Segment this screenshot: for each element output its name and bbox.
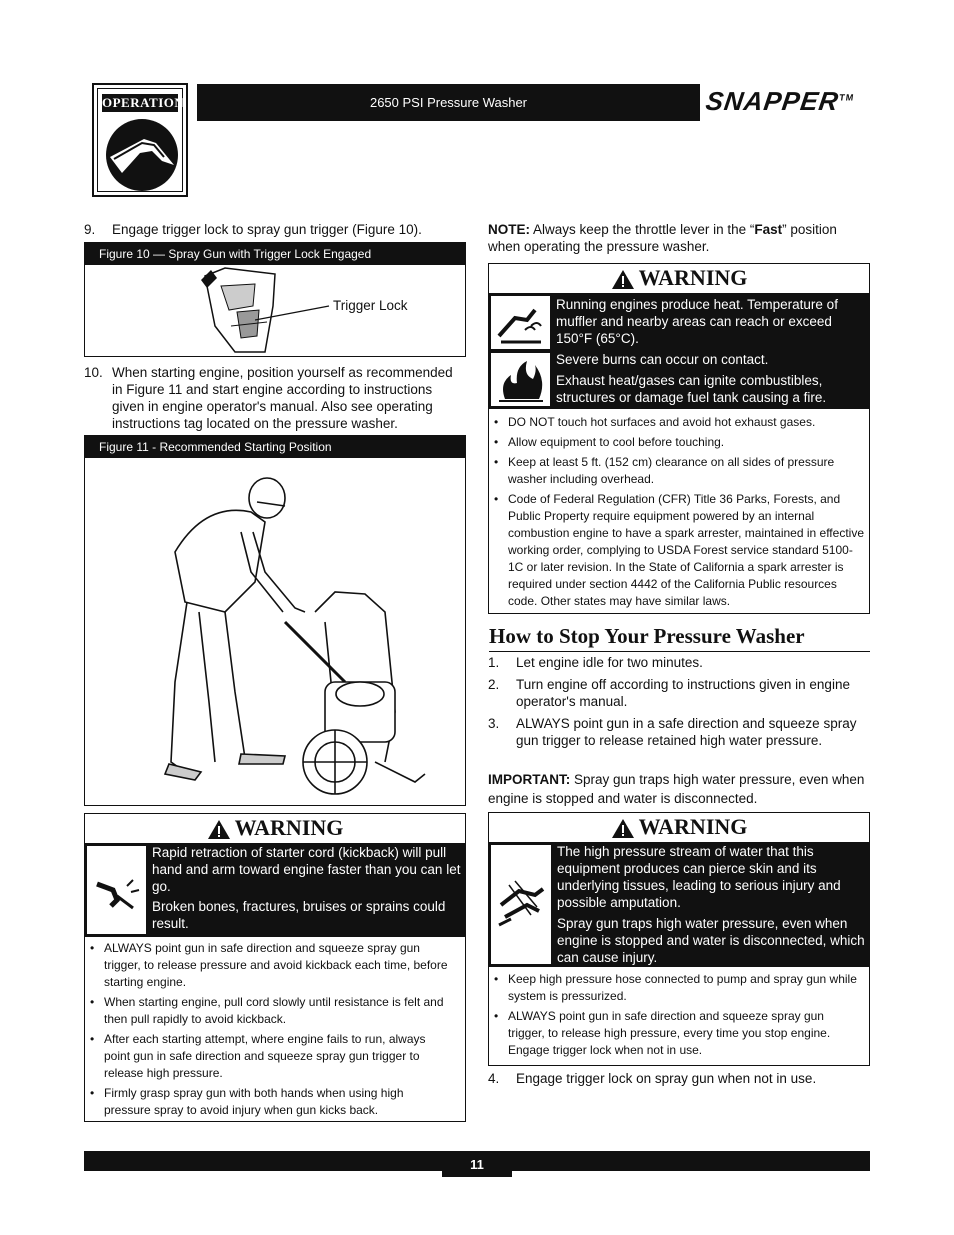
step-text: Turn engine off according to instructions given in engine operator's manual.: [516, 677, 850, 709]
kickback-warning-box: [84, 813, 466, 1122]
step-text: ALWAYS point gun in a safe direction and squeeze spray gun trigger to release retained high water pressure.: [516, 716, 857, 748]
page-number: 11: [442, 1152, 512, 1177]
warning-heading: [85, 814, 465, 842]
important-text: Spray gun traps high water pressure, even when engine is stopped and water is disconnected.: [488, 772, 865, 806]
step-9: [84, 221, 466, 238]
high-pressure-warning-box: [488, 812, 870, 1066]
injection-hazard-icon: [490, 844, 552, 965]
figure-10-caption: Figure 10 — Spray Gun with Trigger Lock Engaged: [85, 243, 465, 265]
kickback-hazard-icon: [86, 845, 147, 935]
warning-heading-text: WARNING: [234, 815, 344, 840]
warning-panel-line: Spray gun traps high water pressure, even when engine is stopped and water is disconnected, which can cause injury.: [557, 916, 865, 965]
list-item: [488, 676, 870, 710]
document-title: 2650 PSI Pressure Washer: [369, 95, 528, 110]
step-text: Engage trigger lock on spray gun when not in use.: [516, 1071, 817, 1086]
stop-steps-list: [488, 654, 870, 754]
list-item: • Firmly grasp spray gun with both hands when using high pressure spray to avoid injury when gun kicks back.: [87, 1085, 453, 1119]
list-item: • Keep at least 5 ft. (152 cm) clearance on all sides of pressure washer including overhead.: [491, 454, 865, 488]
list-item: [488, 1070, 870, 1087]
warning-triangle-icon: [611, 818, 635, 839]
list-item: • When starting engine, pull cord slowly until resistance is felt and then pull rapidly to avoid kickback.: [87, 994, 453, 1028]
list-item: [488, 715, 870, 749]
note-label: NOTE:: [488, 222, 530, 237]
important-paragraph: [488, 770, 870, 808]
warning-triangle-icon: [207, 819, 231, 840]
list-item: [488, 654, 870, 671]
warning-heading: [489, 264, 869, 292]
warning-heading-text: WARNING: [638, 814, 748, 839]
hot-surface-icon: [490, 295, 551, 350]
trademark-mark: TM: [838, 92, 855, 103]
list-item: • ALWAYS point gun in safe direction and squeeze spray gun trigger, to release pressure and avoid kickback each time, before starting engine.: [87, 940, 453, 991]
list-item: • Keep high pressure hose connected to pump and spray gun while system is pressurized.: [491, 971, 857, 1005]
warning-panel-line: Severe burns can occur on contact.: [556, 352, 769, 367]
note-paragraph: [488, 221, 870, 255]
note-text-end: ” position when operating the pressure washer.: [488, 222, 837, 254]
fire-hazard-icon: [490, 352, 551, 407]
operation-badge: [92, 83, 188, 197]
list-item: • ALWAYS point gun in safe direction and squeeze spray gun trigger, to release high pressure, every time you stop engine. Engage trigger lock when not in use.: [491, 1008, 857, 1059]
list-item: • Code of Federal Regulation (CFR) Title 36 Parks, Forests, and Public Property require equipment powered by an internal combustion engine to have a spark arrester, maintained in effective working order, complying to USDA Forest service standard 5100-1C or later revision. In the State of California a spark arrester is required under section 4442 of the California Public resources code. Other states may have similar laws.: [491, 491, 865, 610]
brand-name: SNAPPER: [703, 86, 841, 116]
step-text: When starting engine, position yourself as recommended in Figure 11 and start engine according to instructions given in engine operator's manual. Also see operating instructions tag located on the pressure washer.: [112, 365, 453, 431]
figure-11-caption: Figure 11 - Recommended Starting Position: [85, 436, 465, 458]
warning-panel-line: Exhaust heat/gases can ignite combustibles, structures or damage fuel tank causing a fire.: [556, 373, 827, 405]
warning-panel-line: Running engines produce heat. Temperature of muffler and nearby areas can reach or exceed 150°F (65°C).: [556, 297, 838, 346]
warning-panel-line: Broken bones, fractures, bruises or sprains could result.: [152, 899, 446, 931]
warning-panel-line: The high pressure stream of water that this equipment produces can pierce skin and its underlying tissues, leading to serious injury and possible amputation.: [557, 844, 841, 910]
warning-panel-text: [152, 844, 462, 932]
brand-logo: [704, 86, 856, 117]
warning-bullets: [491, 971, 857, 1062]
step-text: Let engine idle for two minutes.: [516, 655, 703, 670]
warning-bullets: [87, 940, 453, 1122]
step-10: [84, 364, 466, 432]
list-item: • DO NOT touch hot surfaces and avoid hot exhaust gases.: [491, 414, 865, 431]
list-item: • Allow equipment to cool before touching.: [491, 434, 865, 451]
header-title-bar: [197, 84, 700, 121]
note-bold-word: Fast: [754, 222, 783, 237]
section-heading: How to Stop Your Pressure Washer: [489, 624, 870, 652]
step-4: [488, 1070, 870, 1092]
trigger-lock-leader-line: [255, 298, 335, 328]
step-number: 10.: [84, 365, 103, 380]
warning-panel-text: [556, 296, 866, 406]
warning-panel-text: [557, 843, 865, 966]
warning-heading: [489, 813, 869, 841]
figure-11: [84, 435, 466, 806]
step-number: 9.: [84, 222, 96, 237]
list-item: • After each starting attempt, where engine fails to run, always point gun in safe direction and squeeze spray gun trigger to release high pressure.: [87, 1031, 453, 1082]
note-text: Always keep the throttle lever in the “: [533, 222, 755, 237]
starting-position-illustration: [135, 462, 435, 802]
trigger-lock-callout: Trigger Lock: [333, 298, 408, 313]
warning-heading-text: WARNING: [638, 265, 748, 290]
warning-triangle-icon: [611, 269, 635, 290]
step-number: 1.: [488, 655, 500, 670]
step-number: 3.: [488, 716, 500, 731]
warning-bullets: [491, 414, 865, 613]
step-number: 2.: [488, 677, 500, 692]
operation-hand-icon: [100, 113, 184, 193]
warning-panel-line: Rapid retraction of starter cord (kickback) will pull hand and arm toward engine faster than you can let go.: [152, 845, 461, 894]
important-label: IMPORTANT:: [488, 772, 571, 787]
heat-warning-box: [488, 263, 870, 614]
step-text: Engage trigger lock to spray gun trigger (Figure 10).: [112, 222, 422, 237]
figure-10: [84, 242, 466, 357]
operation-badge-label: OPERATION: [102, 95, 185, 110]
step-number: 4.: [488, 1071, 500, 1086]
